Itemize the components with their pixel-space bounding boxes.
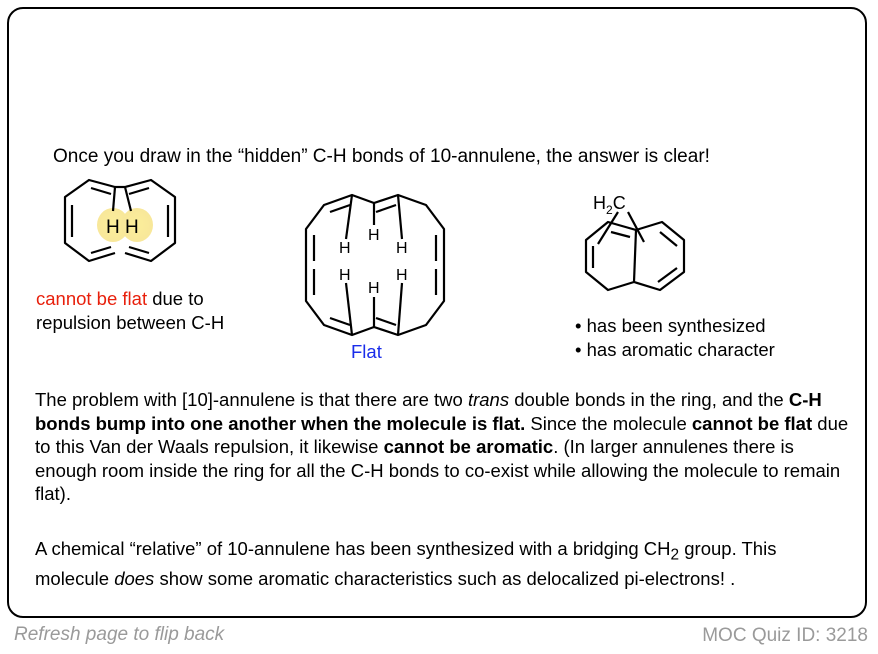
inner-h-label: H <box>368 280 380 297</box>
headline: Once you draw in the “hidden” C-H bonds of 10-annulene, the answer is clear! <box>53 146 710 167</box>
para2-text: show some aromatic characteristics such as delocalized pi-electrons! . <box>154 568 736 590</box>
inner-h-label: H <box>368 227 380 244</box>
para2-text: group. This molecule <box>35 538 777 590</box>
bridge-h: H <box>593 193 606 213</box>
para1-text: The problem with [10]-annulene is that there are two <box>35 389 468 410</box>
para1-text: double bonds in the ring, and the <box>509 389 789 410</box>
explanation-paragraph <box>35 388 855 506</box>
relative-paragraph <box>35 537 825 591</box>
annulene-clash-structure <box>55 175 195 275</box>
ch2-bridge-label <box>593 193 626 217</box>
quiz-id: MOC Quiz ID: 3218 <box>702 625 868 646</box>
bridged-annulene-structure <box>578 190 728 305</box>
left-note <box>36 287 224 335</box>
para1-text: . (In larger annulenes there is enough room inside the ring for all the C-H bonds to co-exist while allowing the molecule to remain flat). <box>35 436 841 505</box>
bullet-aromatic: • has aromatic character <box>575 339 775 360</box>
bridge-c: C <box>612 193 626 213</box>
inner-h-label: H <box>396 267 408 284</box>
trans-emphasis: trans <box>467 389 510 410</box>
note-rest: due to <box>147 288 204 309</box>
bridge-subscript: 2 <box>606 203 613 217</box>
h-atom-label: H <box>106 217 120 238</box>
inner-h-label: H <box>339 267 351 284</box>
bridged-properties <box>575 314 775 362</box>
refresh-hint: Refresh page to flip back <box>14 624 225 645</box>
cannot-be-flat-text: cannot be flat <box>36 288 148 309</box>
cannot-be-flat-bold: cannot be flat <box>691 412 813 434</box>
h-atom-label: H <box>125 217 139 238</box>
para1-text: Since the molecule <box>525 412 692 434</box>
bullet-synthesized: • has been synthesized <box>575 315 766 336</box>
ch2-subscript: 2 <box>670 546 680 564</box>
does-emphasis: does <box>114 568 155 590</box>
note-line2: repulsion between C-H <box>36 312 225 333</box>
para2-text: A chemical “relative” of 10-annulene has been synthesized with a bridging CH <box>35 538 671 559</box>
cannot-be-aromatic-bold: cannot be aromatic <box>383 436 554 458</box>
inner-h-label: H <box>339 240 351 257</box>
flat-label: Flat <box>351 341 382 362</box>
flat-annulene-structure <box>298 185 458 345</box>
inner-h-label: H <box>396 240 408 257</box>
para1-text: due to this Van der Waals repulsion, it likewise <box>35 412 849 458</box>
ch-bump-bold: C-H bonds bump into one another when the molecule is flat. <box>35 389 822 434</box>
